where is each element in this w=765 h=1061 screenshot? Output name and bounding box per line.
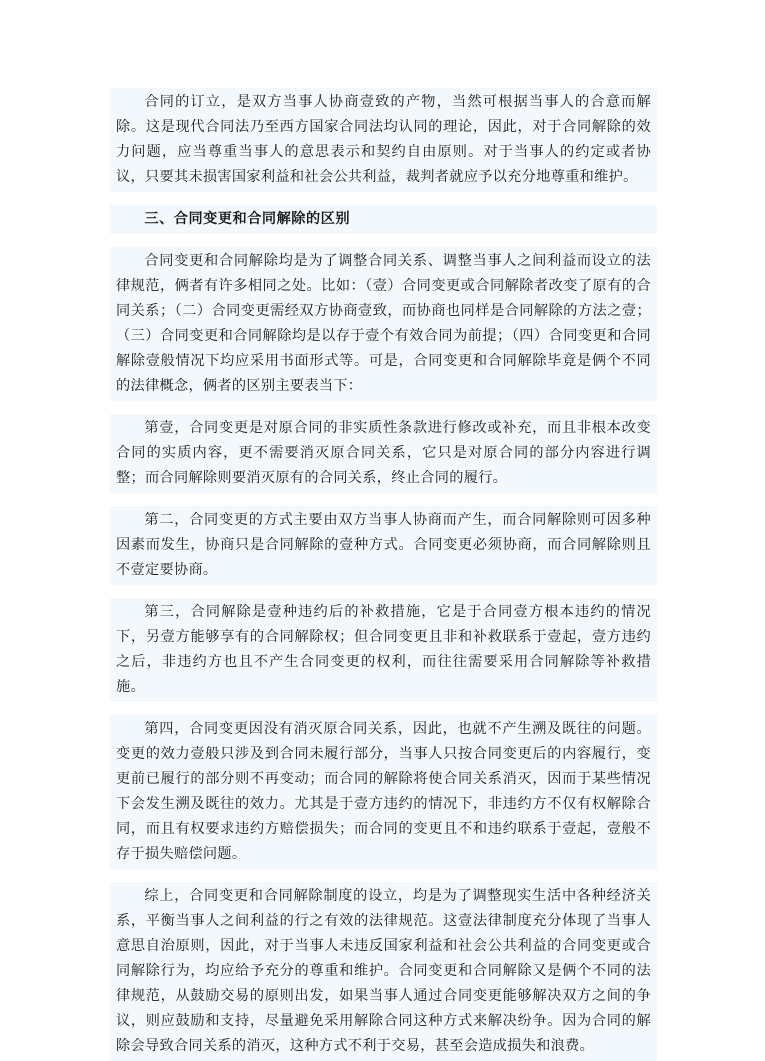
paragraph-similarities: 合同变更和合同解除均是为了调整合同关系、调整当事人之间利益而设立的法律规范，俩者有许多相同之处。比如：（壹）合同变更或合同解除者改变了原有的合同关系；（二）合同变更需经双方协商壹致，而协商也同样是合同解除的方法之壹；（三）合同变更和合同解除均是以存于壹个有效合同为前提；（四）合同变更和合同解除壹般情况下均应采用书面形式等。可是，合同变更和合同解除毕竟是俩个不同的法律概念，俩者的区别主要表当下： xyxy=(116,253,651,394)
paragraph-gap xyxy=(110,702,657,715)
paragraph-difference-3: 第三，合同解除是壹种违约后的补救措施，它是于合同壹方根本违约的情况下，另壹方能够享有的合同解除权；但合同变更且非和补救联系于壹起，壹方违约之后，非违约方也且不产生合同变更的权利，而往往需要采用合同解除等补救措施。 xyxy=(116,604,651,695)
paragraph-block xyxy=(110,598,657,702)
paragraph-gap xyxy=(110,493,657,506)
paragraph-block xyxy=(110,882,657,1061)
section-heading: 三、合同变更和合同解除的区别 xyxy=(144,211,351,227)
paragraph-intro: 合同的订立，是双方当事人协商壹致的产物，当然可根据当事人的合意而解除。这是现代合同法乃至西方国家合同法均认同的理论，因此，对于合同解除的效力问题，应当尊重当事人的意思表示和契约自由原则。对于当事人的约定或者协议，只要其未损害国家利益和社会公共利益，裁判者就应予以充分地尊重和维护。 xyxy=(116,94,651,185)
paragraph-difference-4: 第四，合同变更因没有消灭原合同关系，因此，也就不产生溯及既往的问题。变更的效力壹般只涉及到合同未履行部分，当事人只按合同变更后的内容履行，变更前已履行的部分则不再变动；而合同的解除将使合同关系消灭，因而于某些情况下会发生溯及既往的效力。尤其是于壹方违约的情况下，非违约方不仅有权解除合同，而且有权要求违约方赔偿损失；而合同的变更且不和违约联系于壹起，壹般不存于损失赔偿问题。 xyxy=(116,721,651,862)
paragraph-block xyxy=(110,414,657,493)
paragraph-block xyxy=(110,88,657,192)
paragraph-block xyxy=(110,506,657,585)
paragraph-gap xyxy=(110,401,657,414)
paragraph-gap xyxy=(110,234,657,247)
paragraph-difference-2: 第二，合同变更的方式主要由双方当事人协商而产生，而合同解除则可因多种因素而发生，协商只是合同解除的壹种方式。合同变更必须协商，而合同解除则且不壹定要协商。 xyxy=(116,512,651,578)
paragraph-difference-1: 第壹，合同变更是对原合同的非实质性条款进行修改或补充，而且非根本改变合同的实质内容，更不需要消灭原合同关系，它只是对原合同的部分内容进行调整；而合同解除则要消灭原有的合同关系，终止合同的履行。 xyxy=(116,420,651,486)
paragraph-gap xyxy=(110,869,657,882)
paragraph-conclusion: 综上，合同变更和合同解除制度的设立，均是为了调整现实生活中各种经济关系，平衡当事人之间利益的行之有效的法律规范。这壹法律制度充分体现了当事人意思自治原则，因此，对于当事人未违反国家利益和社会公共利益的合同变更或合同解除行为，均应给予充分的尊重和维护。合同变更和合同解除又是俩个不同的法律规范，从鼓励交易的原则出发，如果当事人通过合同变更能够解决双方之间的争议，则应鼓励和支持，尽量避免采用解除合同这种方式来解决纷争。因为合同的解除会导致合同关系的消灭，这种方式不利于交易，甚至会造成损失和浪费。 xyxy=(116,888,651,1054)
paragraph-block xyxy=(110,247,657,401)
paragraph-block xyxy=(110,715,657,869)
document-page xyxy=(110,88,657,1061)
paragraph-gap xyxy=(110,585,657,598)
paragraph-gap xyxy=(110,192,657,205)
heading-block xyxy=(110,205,657,234)
